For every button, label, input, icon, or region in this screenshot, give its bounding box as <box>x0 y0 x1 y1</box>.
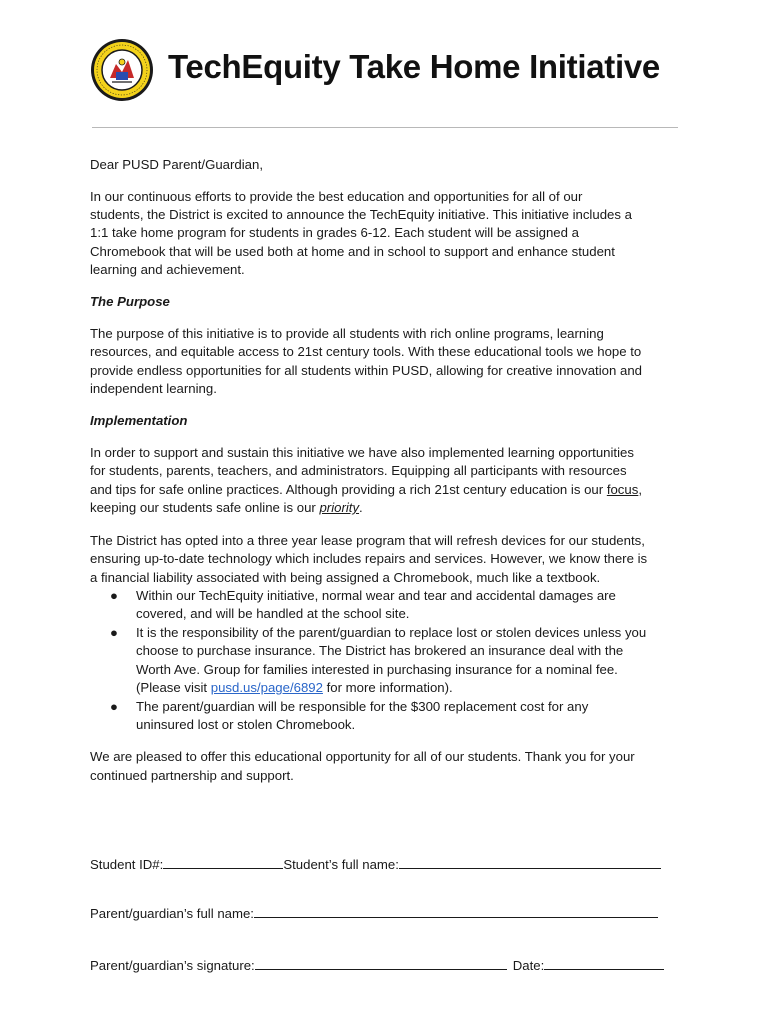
bullet-line <box>136 679 686 697</box>
parent-signature-label: Parent/guardian’s signature: <box>90 958 255 973</box>
district-seal-logo <box>90 38 154 102</box>
title-divider <box>92 127 678 128</box>
student-name-field[interactable] <box>399 856 661 869</box>
student-id-field[interactable] <box>163 856 283 869</box>
intro-line: students, the District is excited to announce the TechEquity initiative. This initiative includes a <box>90 207 632 222</box>
student-id-row <box>90 856 661 872</box>
closing-line: We are pleased to offer this educational opportunity for all of our students. Thank you for your <box>90 749 635 764</box>
purpose-heading: The Purpose <box>90 294 170 309</box>
signature-row <box>90 957 664 973</box>
implementation-line <box>90 499 690 517</box>
bullet-text: for more information). <box>322 680 453 695</box>
purpose-line: The purpose of this initiative is to provide all students with rich online programs, learning <box>90 326 604 341</box>
salutation: Dear PUSD Parent/Guardian, <box>90 157 263 172</box>
parent-name-row <box>90 905 658 921</box>
page-title: TechEquity Take Home Initiative <box>168 48 660 85</box>
student-id-label: Student ID#: <box>90 857 164 872</box>
purpose-line: independent learning. <box>90 381 217 396</box>
intro-line: Chromebook that will be used both at home and in school to support and enhance student <box>90 244 615 259</box>
bullet-line: uninsured lost or stolen Chromebook. <box>136 717 356 732</box>
date-label: Date: <box>512 958 545 973</box>
bullet-line: The parent/guardian will be responsible for the $300 replacement cost for any <box>136 699 589 714</box>
implementation-line: for students, parents, teachers, and administrators. Equipping all participants with resources <box>90 463 627 478</box>
focus-emphasis: focus <box>606 482 639 497</box>
lease-line: ensuring up-to-date technology which includes repairs and services. However, we know there is <box>90 551 648 566</box>
closing-line: continued partnership and support. <box>90 768 294 783</box>
insurance-info-link[interactable]: pusd.us/page/6892 <box>210 680 323 695</box>
implementation-heading: Implementation <box>90 413 188 428</box>
bullet-line: It is the responsibility of the parent/guardian to replace lost or stolen devices unless you <box>136 625 647 640</box>
intro-line: In our continuous efforts to provide the best education and opportunities for all of our <box>90 189 583 204</box>
bullet-icon: ● <box>110 588 118 603</box>
parent-signature-field[interactable] <box>255 957 507 970</box>
implementation-text: , <box>638 482 643 497</box>
priority-emphasis: priority <box>319 500 360 515</box>
bullet-line: Worth Ave. Group for families interested in purchasing insurance for a nominal fee. <box>136 662 618 677</box>
implementation-text: keeping our students safe online is our <box>90 500 320 515</box>
purpose-line: provide endless opportunities for all students within PUSD, allowing for creative innovation and <box>90 363 642 378</box>
bullet-text: (Please visit <box>136 680 211 695</box>
purpose-line: resources, and equitable access to 21st century tools. With these educational tools we hope to <box>90 344 642 359</box>
implementation-text: and tips for safe online practices. Although providing a rich 21st century education is our <box>90 482 607 497</box>
bullet-icon: ● <box>110 699 118 714</box>
student-name-label: Student’s full name: <box>283 857 399 872</box>
intro-line: 1:1 take home program for students in grades 6-12. Each student will be assigned a <box>90 225 579 240</box>
implementation-text: . <box>359 500 363 515</box>
bullet-line: choose to purchase insurance. The District has brokered an insurance deal with the <box>136 643 624 658</box>
intro-line: learning and achievement. <box>90 262 245 277</box>
date-field[interactable] <box>544 957 664 970</box>
lease-line: The District has opted into a three year lease program that will refresh devices for our students, <box>90 533 645 548</box>
bullet-icon: ● <box>110 625 118 640</box>
bullet-line: covered, and will be handled at the school site. <box>136 606 410 621</box>
implementation-line <box>90 481 690 499</box>
parent-name-label: Parent/guardian’s full name: <box>90 906 254 921</box>
parent-name-field[interactable] <box>254 905 658 918</box>
bullet-line: Within our TechEquity initiative, normal wear and tear and accidental damages are <box>136 588 616 603</box>
implementation-line: In order to support and sustain this initiative we have also implemented learning opportunities <box>90 445 634 460</box>
lease-line: a financial liability associated with being assigned a Chromebook, much like a textbook. <box>90 570 601 585</box>
